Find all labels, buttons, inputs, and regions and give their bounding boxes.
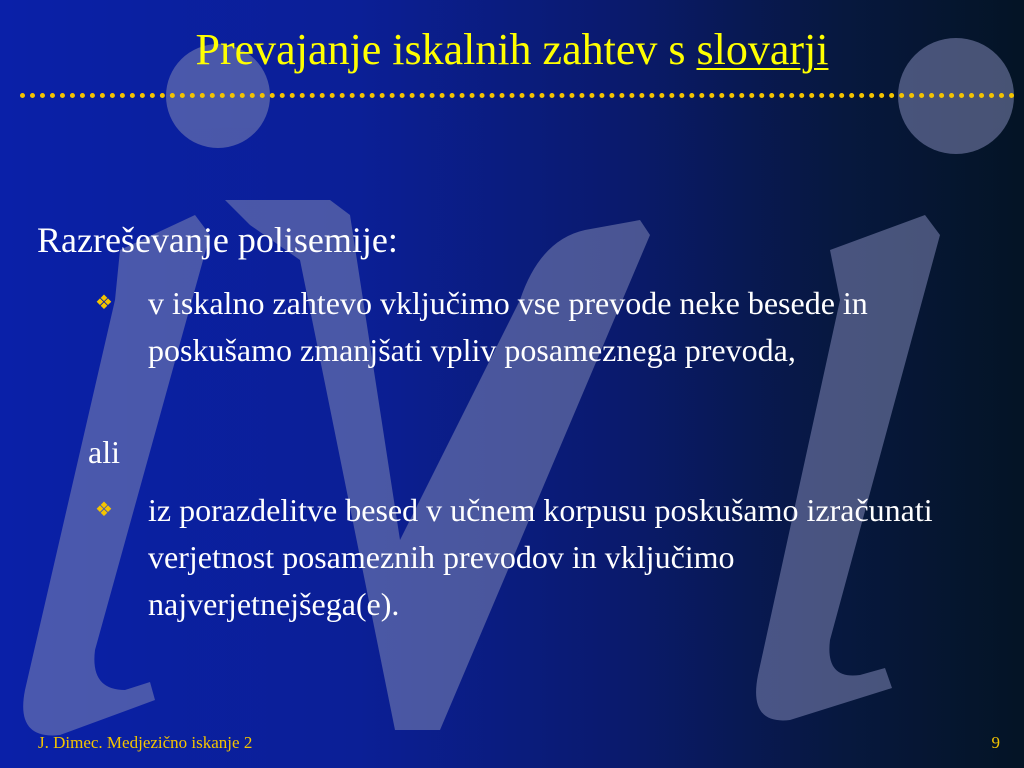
bullet-item: v iskalno zahtevo vključimo vse prevode neke besede in poskušamo zmanjšati vpliv posameznega prevoda, [148, 285, 868, 368]
footer-author: J. Dimec. Medjezično iskanje 2 [38, 733, 253, 752]
title-link-slovarji[interactable]: slovarji [696, 25, 829, 74]
diamond-bullet-icon: ❖ [95, 292, 113, 314]
diamond-bullet-icon: ❖ [95, 499, 113, 521]
page-number: 9 [991, 733, 1000, 752]
connector-text: ali [88, 434, 120, 470]
section-heading: Razreševanje polisemije: [37, 220, 398, 260]
title-text: Prevajanje iskalnih zahtev s [195, 25, 686, 74]
bullet-item: iz porazdelitve besed v učnem korpusu poskušamo izračunati verjetnost posameznih prevodov in vključimo najverjetnejšega(e). [148, 492, 933, 622]
